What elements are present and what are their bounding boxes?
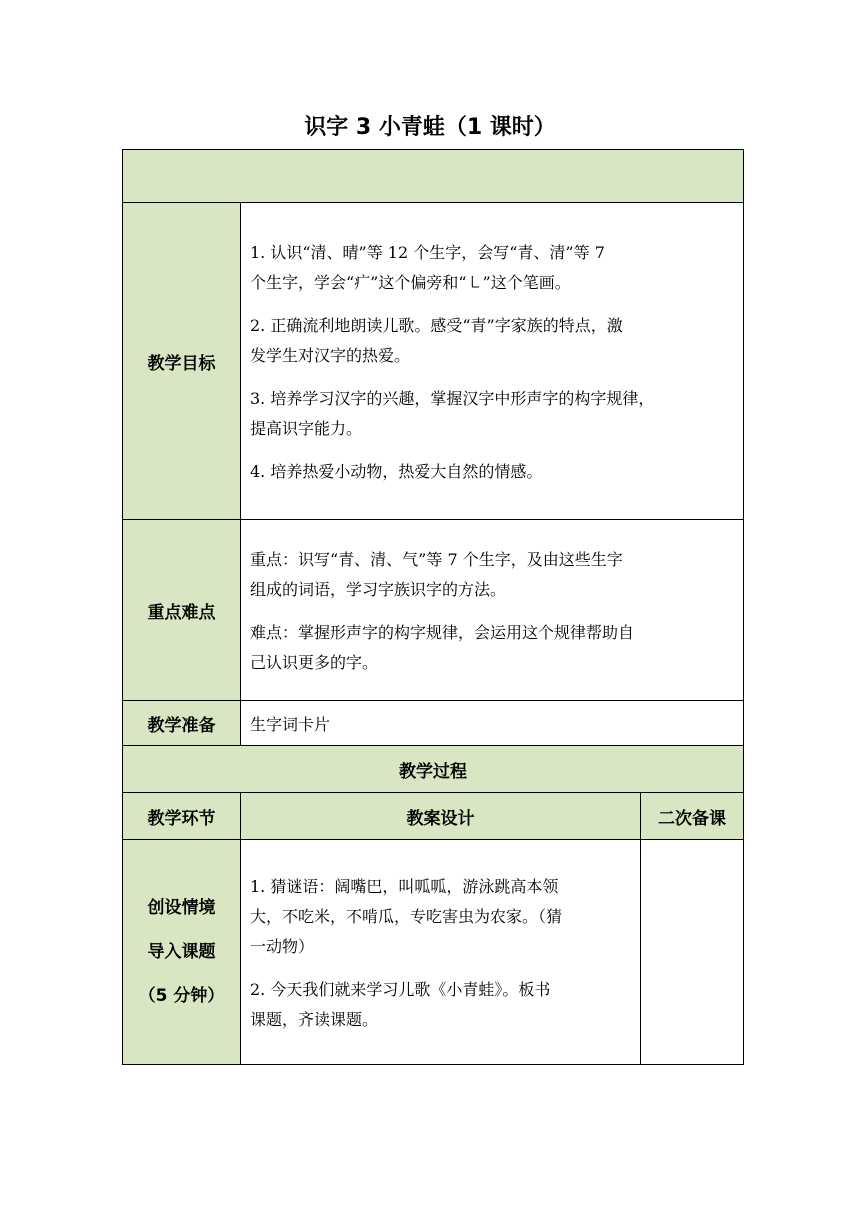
process-row — [123, 840, 744, 1065]
design-line: 大，不吃米，不啃瓜，专吃害虫为农家。（猜 — [250, 906, 563, 926]
design-line: 课题，齐读课题。 — [250, 1009, 379, 1029]
keypoints-row — [123, 520, 744, 701]
goal-line: 个生字，学会“疒”这个偏旁和“㇄”这个笔画。 — [250, 272, 571, 292]
keypoint-line: 重点：识写“青、清、气”等 7 个生字，及由这些生字 — [250, 549, 623, 569]
goal-line: 发学生对汉字的热爱。 — [250, 345, 411, 365]
goal-line: 3. 培养学习汉字的兴趣，掌握汉字中形声字的构字规律， — [250, 388, 655, 408]
goals-label: 教学目标 — [123, 203, 241, 520]
keypoint-line: 组成的词语，学习字族识字的方法。 — [250, 579, 507, 599]
keypoint-line: 难点：掌握形声字的构字规律，会运用这个规律帮助自 — [250, 622, 635, 642]
prep-row — [123, 701, 744, 746]
stage-cell — [123, 840, 241, 1065]
page-title: 识字 3 小青蛙（1 课时） — [304, 115, 556, 140]
stage-line: （5 分钟） — [138, 986, 225, 1006]
process-header-row — [123, 793, 744, 840]
second-prep-column-header: 二次备课 — [641, 793, 744, 840]
design-line: 1. 猜谜语：阔嘴巴，叫呱呱，游泳跳高本领 — [250, 876, 559, 896]
lesson-plan-table — [122, 149, 744, 1065]
process-title-row — [123, 746, 744, 793]
stage-line: 导入课题 — [147, 942, 216, 962]
stage-line: 创设情境 — [147, 898, 216, 918]
design-column-header: 教案设计 — [241, 793, 641, 840]
keypoints-content — [241, 520, 744, 701]
blank-header-cell — [123, 150, 744, 203]
design-line: 2. 今天我们就来学习儿歌《小青蛙》。板书 — [250, 979, 551, 999]
prep-value: 生字词卡片 — [241, 701, 744, 746]
stage-column-header: 教学环节 — [123, 793, 241, 840]
goals-content — [241, 203, 744, 520]
goals-row — [123, 203, 744, 520]
prep-label: 教学准备 — [123, 701, 241, 746]
goal-line: 2. 正确流利地朗读儿歌。感受“青”字家族的特点，激 — [250, 315, 623, 335]
goal-line: 1. 认识“清、晴”等 12 个生字，会写“青、清”等 7 — [250, 242, 605, 262]
goal-line: 提高识字能力。 — [250, 418, 363, 438]
keypoint-line: 己认识更多的字。 — [250, 652, 379, 672]
design-line: 一动物） — [250, 936, 315, 956]
keypoints-label: 重点难点 — [123, 520, 241, 701]
design-cell — [241, 840, 641, 1065]
blank-header-row — [123, 150, 744, 203]
second-prep-cell — [641, 840, 744, 1065]
process-title: 教学过程 — [123, 746, 744, 793]
goal-line: 4. 培养热爱小动物，热爱大自然的情感。 — [250, 461, 543, 481]
